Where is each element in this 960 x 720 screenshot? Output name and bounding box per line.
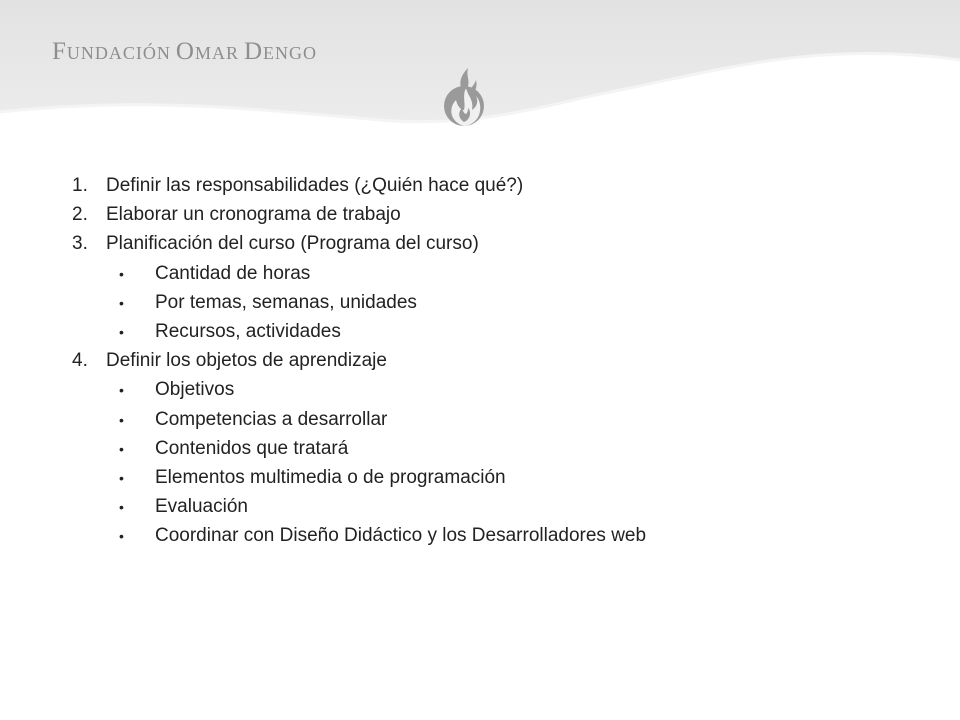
list-item-number: 4. bbox=[72, 350, 88, 372]
sub-item-text: Objetivos bbox=[155, 379, 235, 401]
sub-item-text: Cantidad de horas bbox=[155, 262, 311, 284]
bullet-icon: • bbox=[119, 294, 124, 311]
sub-item-text: Elementos multimedia o de programación bbox=[155, 467, 506, 488]
brand-word-1: FUNDACIÓN bbox=[52, 38, 171, 65]
sub-item-text: Coordinar con Diseño Didáctico y los Desarrolladores web bbox=[155, 525, 647, 547]
list-item-text: Elaborar un cronograma de trabajo bbox=[106, 204, 401, 226]
sub-item-text: Por temas, semanas, unidades bbox=[155, 291, 417, 313]
sub-item-text: Evaluación bbox=[155, 496, 248, 518]
bullet-icon: • bbox=[119, 440, 124, 457]
bullet-icon: • bbox=[119, 411, 124, 428]
list-item-text: Planificación del curso (Programa del curso) bbox=[106, 233, 479, 255]
bullet-icon: • bbox=[119, 324, 124, 340]
bullet-icon: • bbox=[119, 470, 124, 486]
bullet-icon: • bbox=[119, 499, 124, 516]
brand-word-3: DENGO bbox=[243, 38, 318, 65]
bullet-icon: • bbox=[119, 265, 124, 282]
sub-item-text: Recursos, actividades bbox=[155, 321, 341, 342]
sub-item-text: Contenidos que tratará bbox=[155, 437, 349, 459]
sub-item-text: Competencias a desarrollar bbox=[155, 408, 388, 430]
list-item-number: 1. bbox=[72, 175, 88, 196]
list-item-text: Definir los objetos de aprendizaje bbox=[106, 350, 387, 372]
list-item-text: Definir las responsabilidades (¿Quién hace qué?) bbox=[106, 175, 524, 196]
bullet-icon: • bbox=[119, 528, 124, 545]
list-item-number: 2. bbox=[72, 204, 88, 226]
list-item-number: 3. bbox=[72, 233, 88, 255]
brand-word-2: OMAR bbox=[175, 38, 239, 65]
bullet-icon: • bbox=[119, 382, 124, 399]
